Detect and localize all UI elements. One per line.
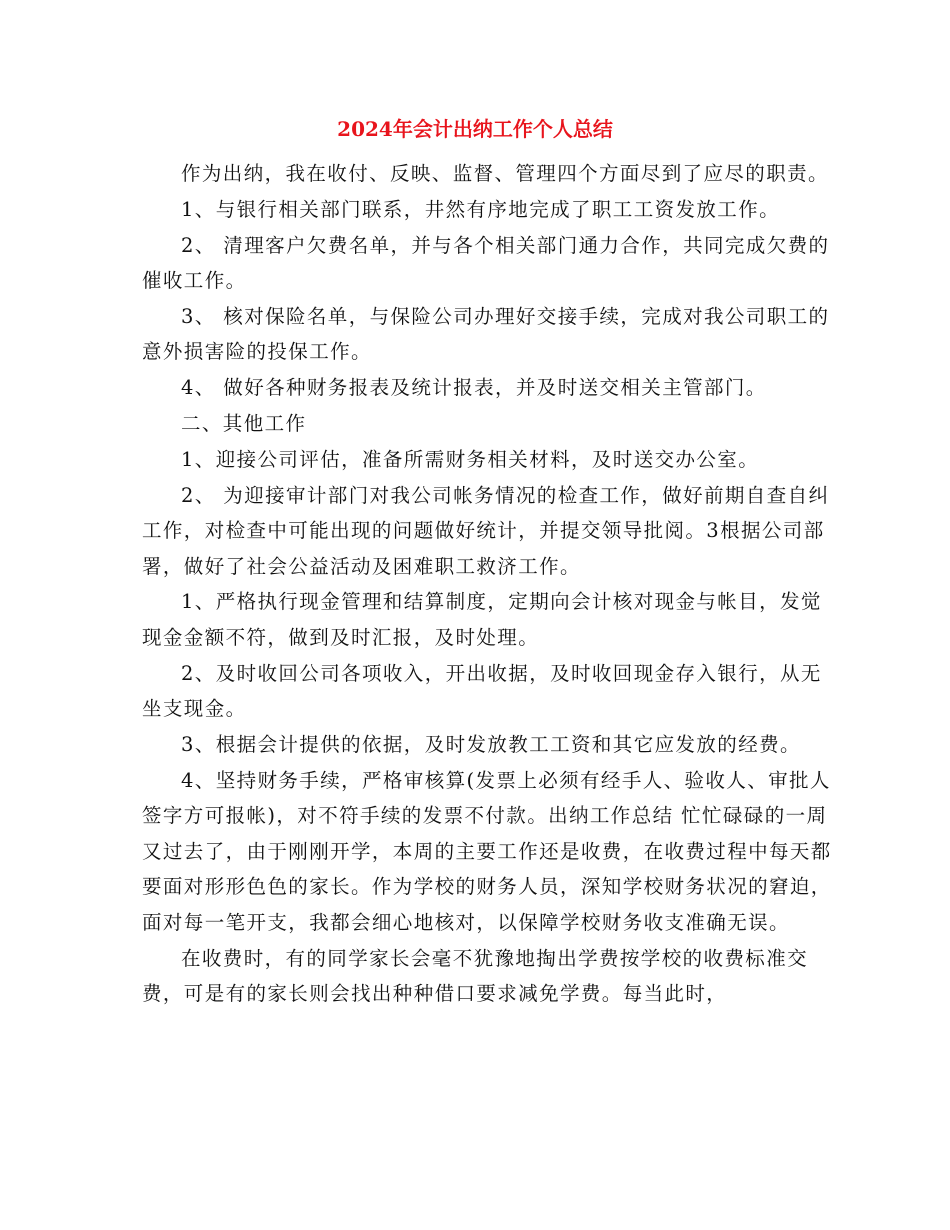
paragraph: 2、及时收回公司各项收入，开出收据，及时收回现金存入银行，从无坐支现金。 (142, 661, 822, 721)
paragraph: 2、 为迎接审计部门对我公司帐务情况的检查工作，做好前期自查自纠工作，对检查中可能出现的问题做好统计，并提交领导批阅。3根据公司部署，做好了社会公益活动及困难职工救济工作。 (142, 483, 830, 578)
paragraph: 3、 核对保险名单，与保险公司办理好交接手续，完成对我公司职工的意外损害险的投保工作。 (142, 304, 830, 364)
document-title: 2024年会计出纳工作个人总结 (337, 117, 613, 141)
paragraph: 2、 清理客户欠费名单，并与各个相关部门通力合作，共同完成欠费的催收工作。 (142, 233, 830, 293)
paragraph: 4、 做好各种财务报表及统计报表，并及时送交相关主管部门。 (181, 376, 767, 400)
paragraph: 3、根据会计提供的依据，及时发放教工工资和其它应发放的经费。 (181, 732, 801, 756)
paragraph: 1、严格执行现金管理和结算制度，定期向会计核对现金与帐目，发觉现金金额不符，做到及时汇报，及时处理。 (142, 590, 822, 649)
paragraph: 4、坚持财务手续，严格审核算(发票上必须有经手人、验收人、审批人签字方可报帐)，对不符手续的发票不付款。出纳工作总结 忙忙碌碌的一周又过去了，由于刚刚开学，本周的主要工作还是收费，在收费过程中每天都要面对形形色色的家长。作为学校的财务人员，深知学校财务状况的窘迫，面对每一笔开支，我都会细心地核对，以保障学校财务收支准确无误。 (142, 768, 832, 934)
document-body (142, 156, 842, 1012)
paragraph: 在收费时，有的同学家长会毫不犹豫地掏出学费按学校的收费标准交费，可是有的家长则会找出种种借口要求减免学费。每当此时， (142, 946, 809, 1006)
section-heading: 二、其他工作 (181, 411, 307, 435)
paragraph: 1、与银行相关部门联系，井然有序地完成了职工工资发放工作。 (181, 197, 781, 221)
paragraph: 1、迎接公司评估，准备所需财务相关材料，及时送交办公室。 (181, 447, 760, 471)
paragraph: 作为出纳，我在收付、反映、监督、管理四个方面尽到了应尽的职责。 (181, 162, 829, 185)
